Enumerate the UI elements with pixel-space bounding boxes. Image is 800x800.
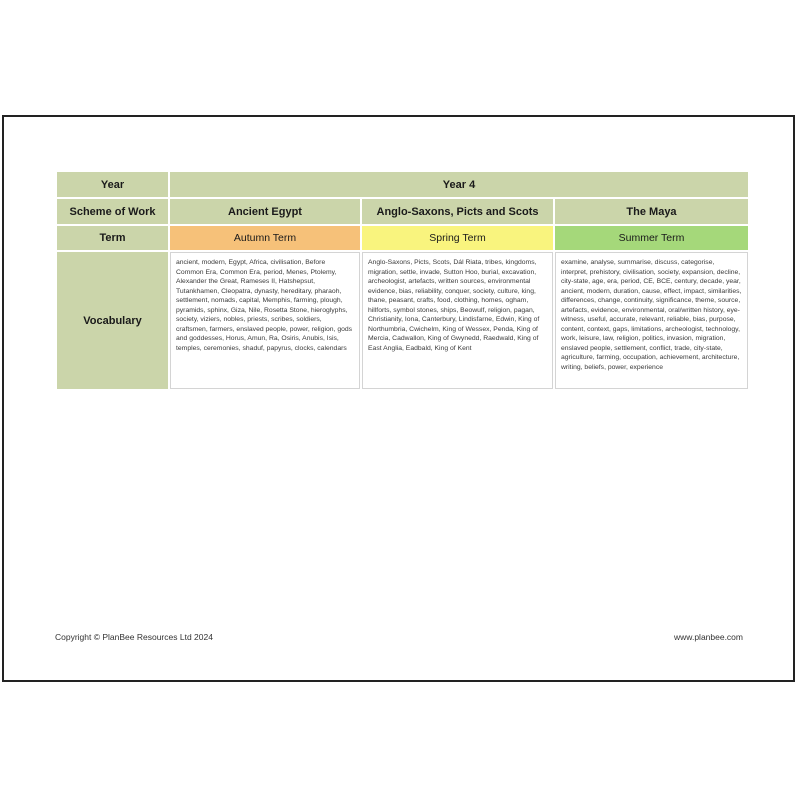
year-value-cell: Year 4 <box>170 172 748 197</box>
copyright-text: Copyright © PlanBee Resources Ltd 2024 <box>55 632 213 642</box>
vocabulary-row-label: Vocabulary <box>57 252 168 389</box>
vocabulary-cell-ancient-egypt: ancient, modern, Egypt, Africa, civilisation, Before Common Era, Common Era, period, Menes, Ptolemy, Alexander the Great, Rameses II, Hatshepsut, Tutankhamen, Cleopatra, dynasty, hereditary, pharaoh, settlement, nomads, capital, Memphis, farming, plough, pyramids, sphinx, Giza, Nile, Rosetta Stone, hieroglyphs, society, viziers, nobles, priests, scribes, soldiers, craftsmen, farmers, enslaved people, power, religion, gods and goddesses, Horus, Amun, Ra, Osiris, Anubis, Isis, temples, ceremonies, shaduf, papyrus, clocks, calendars <box>170 252 360 389</box>
year-row-label: Year <box>57 172 168 197</box>
term-cell-summer: Summer Term <box>555 226 748 250</box>
scheme-row-label: Scheme of Work <box>57 199 168 224</box>
vocabulary-table <box>57 172 748 389</box>
scheme-cell-the-maya: The Maya <box>555 199 748 224</box>
scheme-cell-ancient-egypt: Ancient Egypt <box>170 199 360 224</box>
term-row-label: Term <box>57 226 168 250</box>
website-url: www.planbee.com <box>674 632 743 642</box>
document-page <box>2 115 795 682</box>
term-cell-autumn: Autumn Term <box>170 226 360 250</box>
vocabulary-cell-the-maya: examine, analyse, summarise, discuss, categorise, interpret, prehistory, civilisation, society, expansion, decline, city-state, age, era, period, CE, BCE, century, decade, year, ancient, modern, duration, cause, effect, impact, similarities, differences, change, continuity, significance, theme, source, artefacts, evidence, environmental, oral/written history, eye-witness, useful, accurate, relevant, reliable, bias, purpose, content, context, gaps, limitations, archeologist, technology, work, leisure, law, religion, politics, invasion, migration, enslaved people, settlement, conflict, trade, city-state, agriculture, farming, occupation, achievement, architecture, writing, beliefs, power, experience <box>555 252 748 389</box>
vocabulary-cell-anglo-saxons: Anglo-Saxons, Picts, Scots, Dál Riata, tribes, kingdoms, migration, settle, invade, Sutton Hoo, burial, excavation, archeologist, artefacts, written sources, environmental evidence, bias, reliability, conquer, society, culture, king, thane, peasant, crafts, food, clothing, homes, ogham, hillforts, symbol stones, ships, Beowulf, religion, pagan, Christianity, Iona, Canterbury, Lindisfarne, Edwin, King of Northumbria, Cwichelm, King of Wessex, Penda, King of Mercia, Cadwallon, King of Gwynedd, Raedwald, King of East Anglia, Eadbald, King of Kent <box>362 252 553 389</box>
term-cell-spring: Spring Term <box>362 226 553 250</box>
scheme-cell-anglo-saxons: Anglo-Saxons, Picts and Scots <box>362 199 553 224</box>
page-footer <box>55 632 743 642</box>
